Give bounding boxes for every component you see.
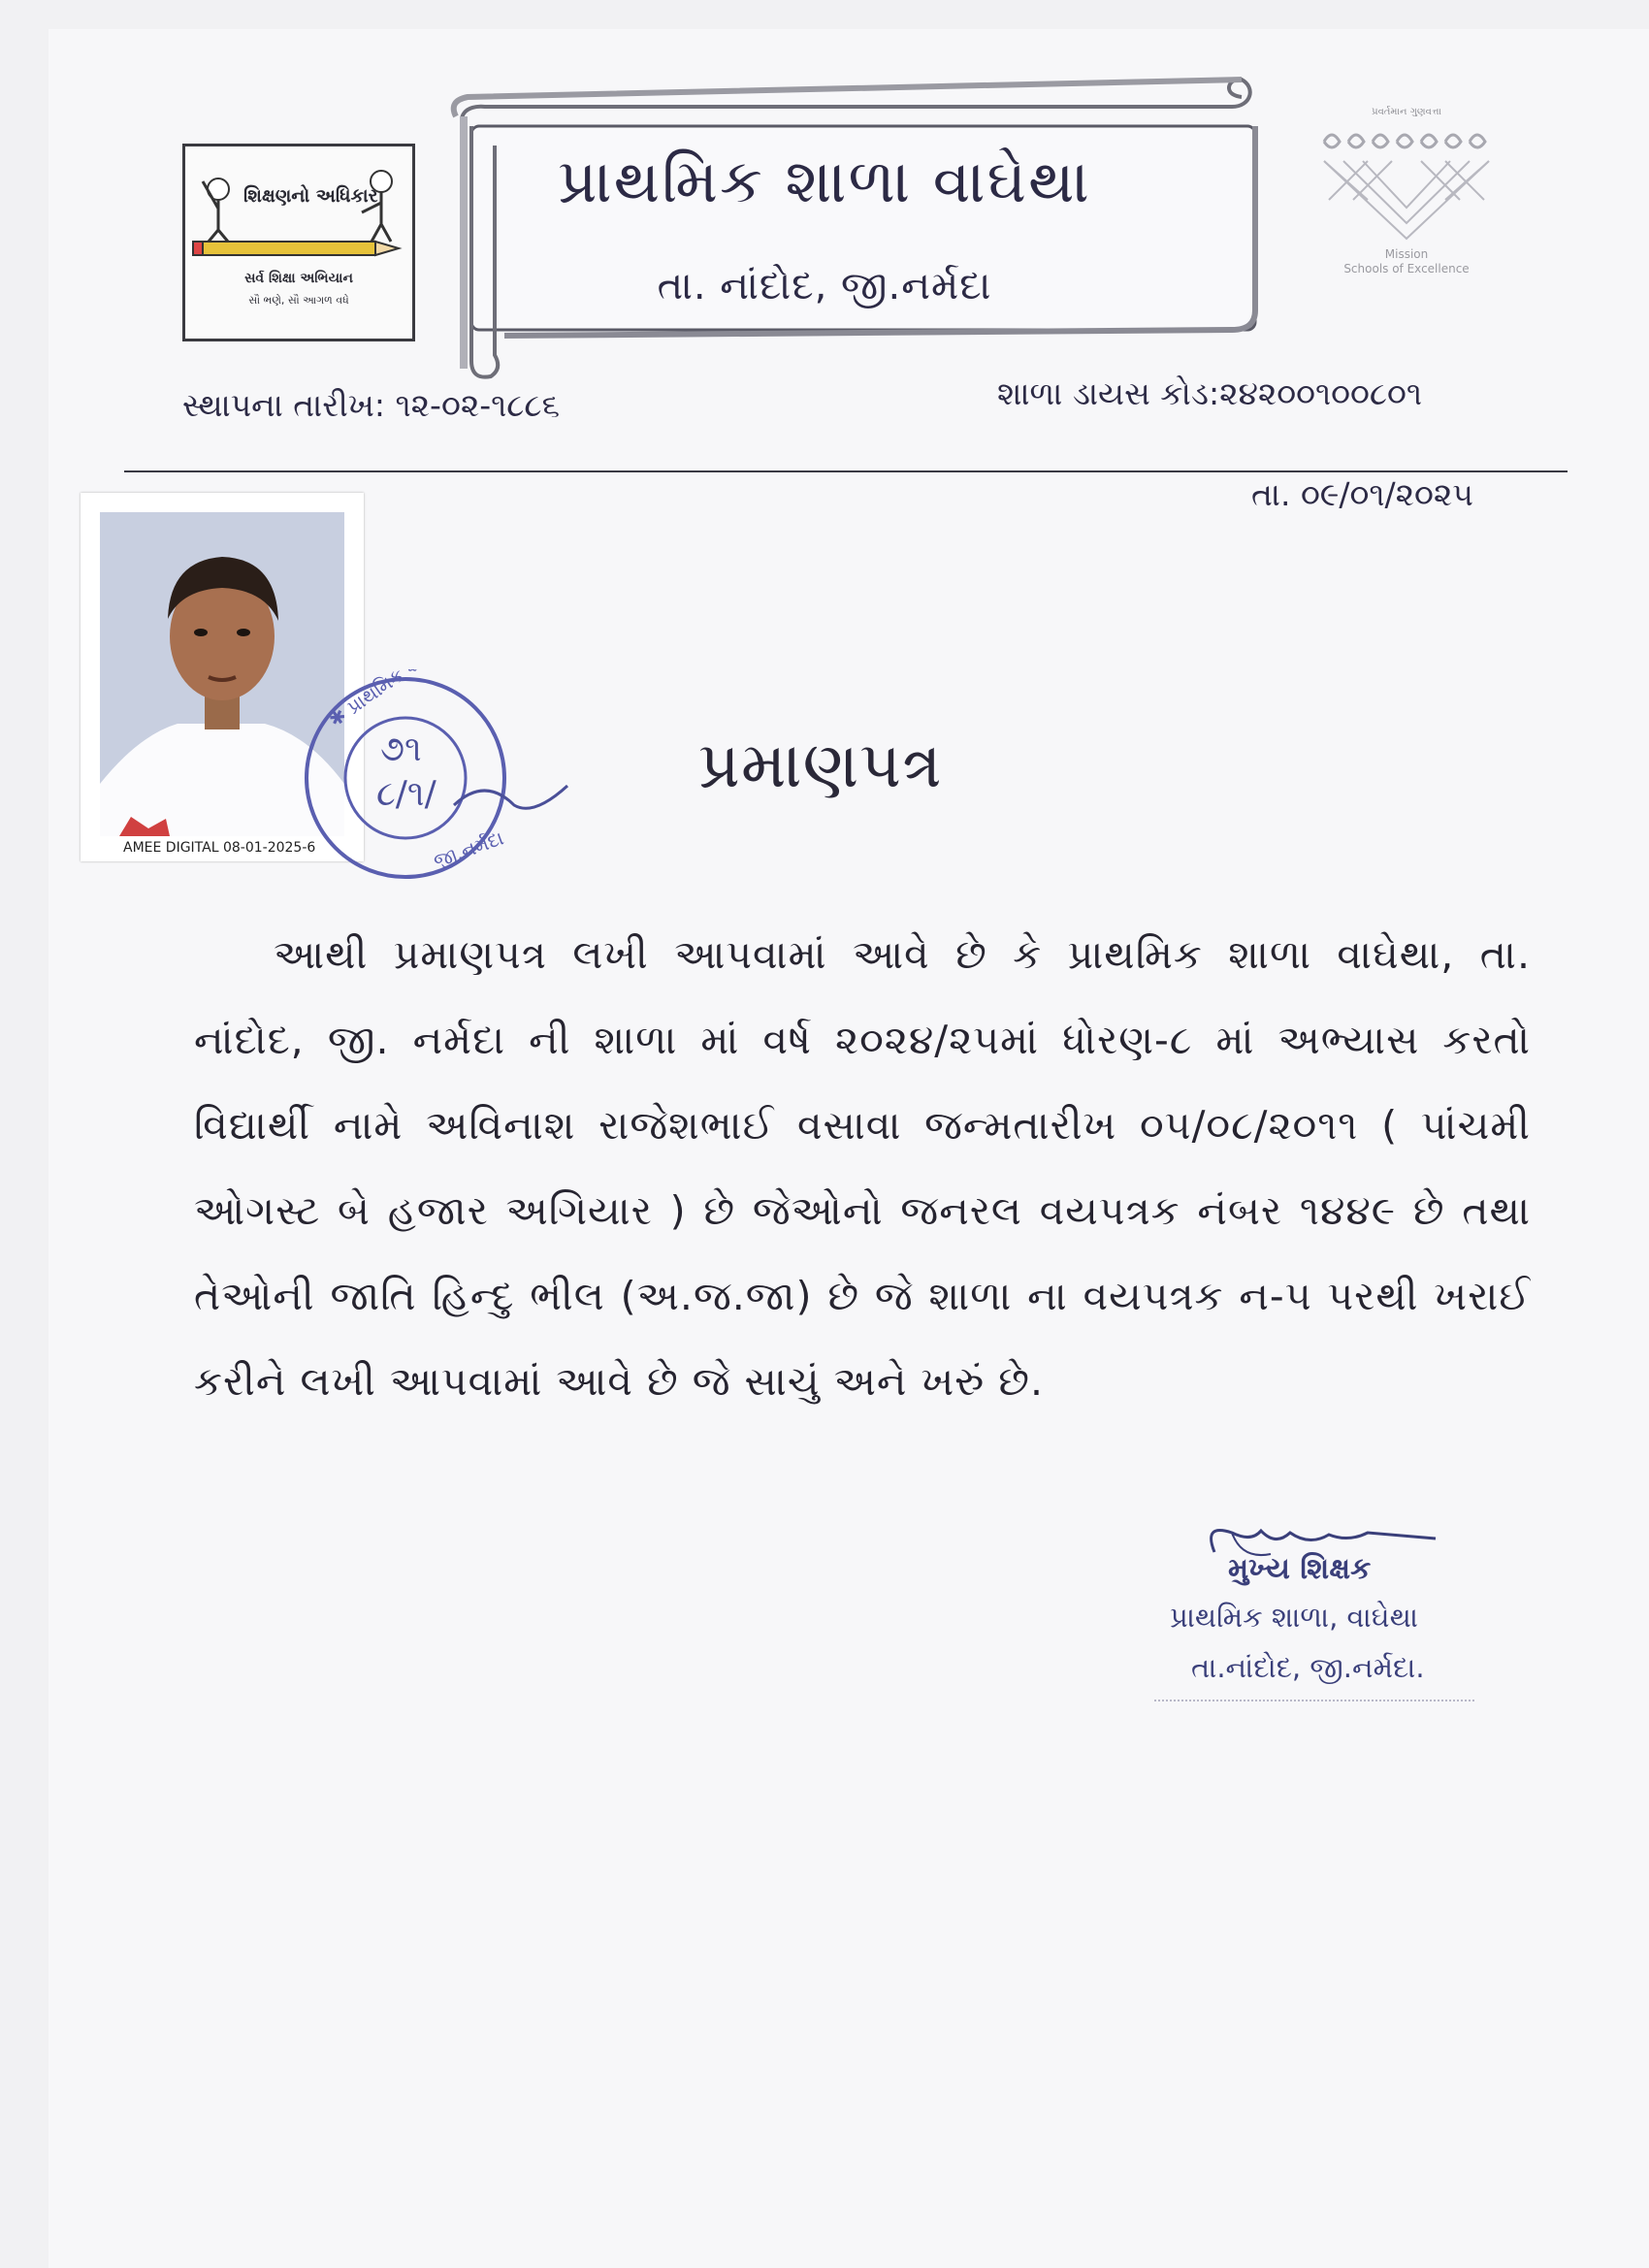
school-name: પ્રાથમિક શાળા વાઘેથા — [558, 146, 1091, 216]
signature-address: તા.નાંદોદ, જી.નર્મદા. — [1191, 1651, 1425, 1684]
school-stamp — [291, 669, 582, 896]
svg-text:જી.નર્મદા: જી.નર્મદા — [430, 826, 507, 873]
signature-school: પ્રાથમિક શાળા, વાઘેથા — [1170, 1601, 1418, 1634]
established-date: સ્થાપના તારીખ: ૧૨-૦૨-૧૮૮૬ — [182, 386, 561, 424]
mission-logo-text: Mission — [1384, 247, 1429, 261]
school-address: તા. નાંદોદ, જી.નર્મદા — [657, 264, 992, 308]
svg-text:✱ પ્રાથમિક શાળા: ✱ પ્રાથમિક શાળા — [324, 669, 446, 732]
certificate-body: આથી પ્રમાણપત્ર લખી આપવામાં આવે છે કે પ્રાથમિક શાળા વાઘેથા, તા. નાંદોદ, જી. નર્મદા ની શાળા માં વર્ષ ૨૦૨૪/૨૫માં ધોરણ-૮ માં અભ્યાસ કરતો વિદ્યાર્થી નામે અવિનાશ રાજેશભાઈ વસાવા જન્મતારીખ ૦૫/૦૮/૨૦૧૧ ( પાંચમી ઓગસ્ટ બે હજાર અગિયાર ) છે જેઓનો જનરલ વયપત્રક નંબર ૧૪૪૯ છે તથા તેઓની જાતિ હિન્દુ ભીલ (અ.જ.જા) છે જે શાળા ના વયપત્રક ન-૫ પરથી ખરાઈ કરીને લખી આપવામાં આવે છે જે સાચું અને ખરું છે. — [194, 931, 1531, 1405]
mission-logo-top-text: પ્રવર્તમાન ગુણવત્તા — [1372, 107, 1441, 117]
signature-divider — [1154, 1700, 1474, 1701]
logo-title: શિક્ષણનો અધિકાર — [243, 185, 378, 207]
mission-pattern-icon — [1310, 122, 1504, 246]
certificate-heading: પ્રમાણપત્ર — [698, 728, 943, 802]
logo-tagline: સૌ ભણે, સૌ આગળ વધે — [248, 294, 349, 307]
round-seal-icon — [291, 669, 582, 892]
header-divider — [124, 470, 1568, 472]
stamp-handwritten-date: ૮/૧/ — [376, 774, 436, 814]
logo-subtitle: સર્વ શિક્ષા અભિયાન — [244, 271, 353, 286]
signature-title: મુખ્ય શિક્ષક — [1228, 1552, 1372, 1586]
dise-code: શાળા ડાયસ કોડ:૨૪૨૦૦૧૦૦૮૦૧ — [997, 374, 1423, 412]
letter-date: તા. ૦૯/૦૧/૨૦૨૫ — [1251, 475, 1473, 513]
photo-caption: AMEE DIGITAL 08-01-2025-6 — [123, 840, 316, 856]
stamp-handwritten-number: ૭૧ — [380, 729, 422, 769]
mission-logo-subtext: Schools of Excellence — [1343, 262, 1470, 275]
mission-schools-logo — [1310, 105, 1504, 279]
